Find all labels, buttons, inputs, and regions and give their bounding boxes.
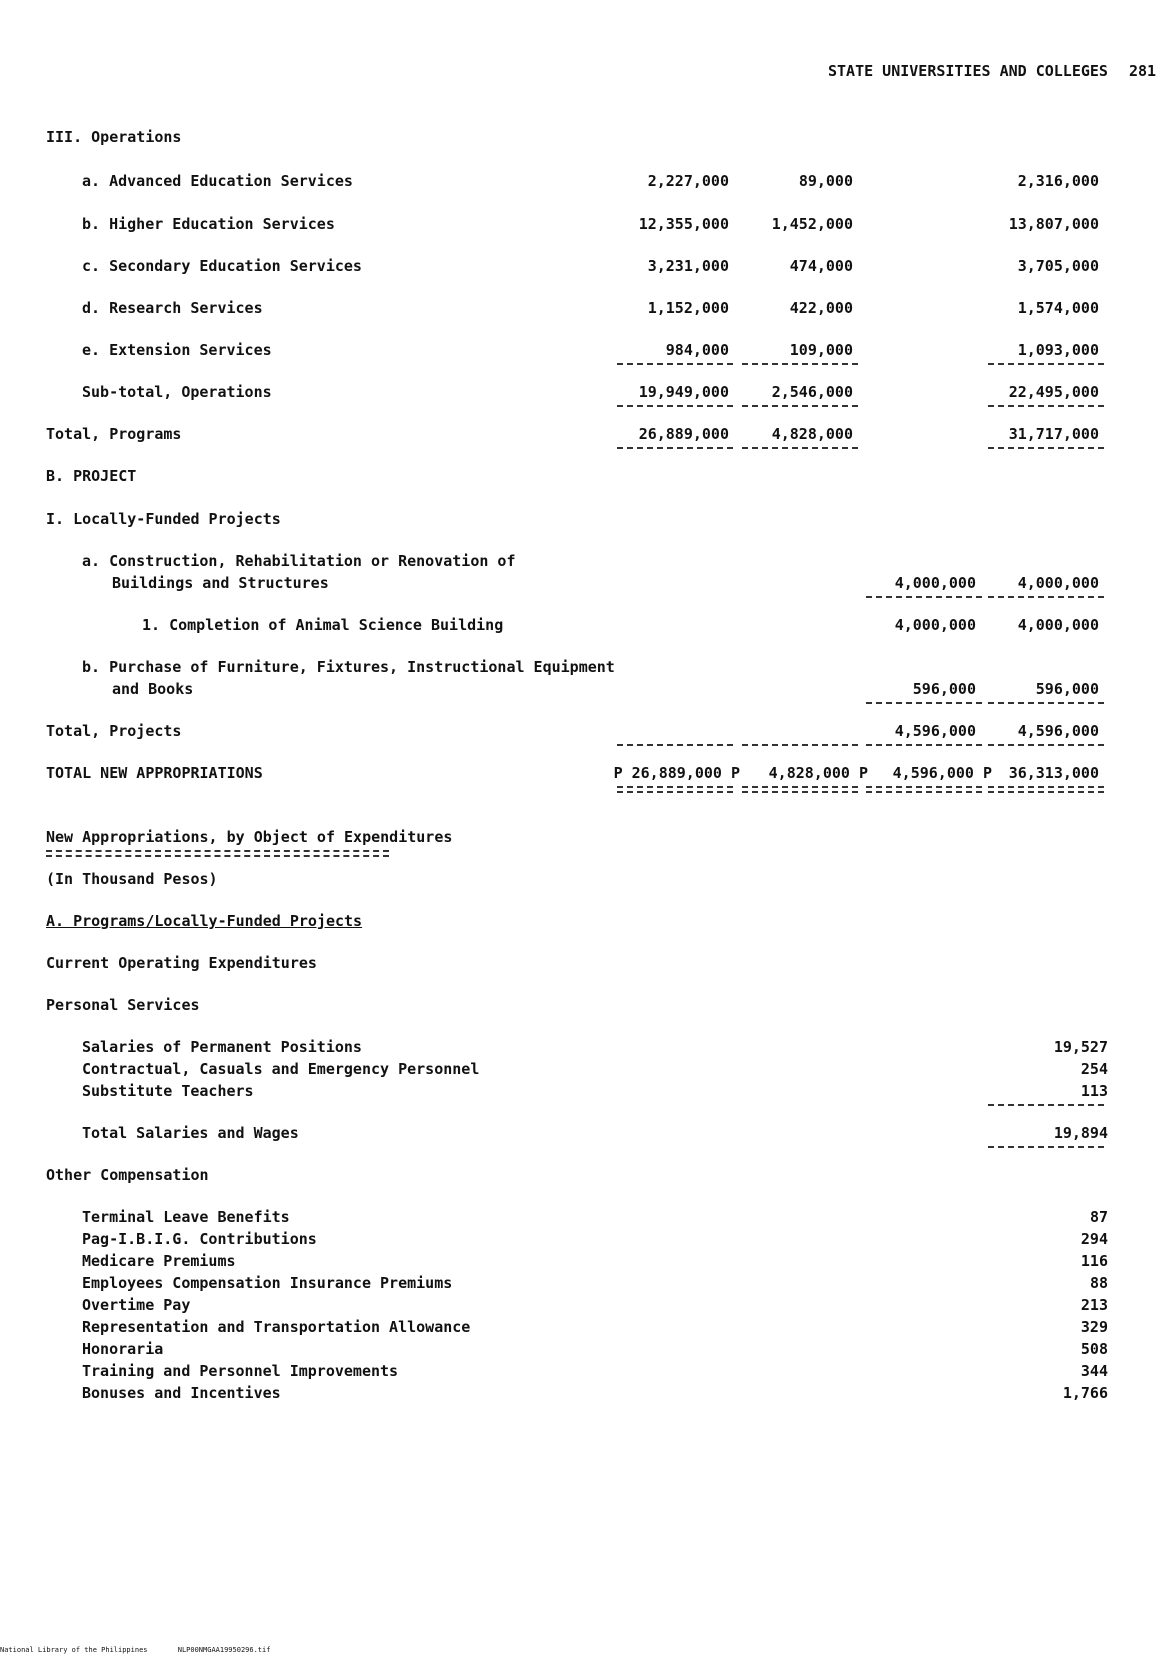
row-value: 19,527: [1053, 1038, 1108, 1056]
row-label: Total, Projects: [46, 722, 182, 740]
col2-value: 4,828,000: [771, 425, 853, 443]
row-label: Total Salaries and Wages: [82, 1124, 299, 1142]
rule-divider: [742, 447, 858, 449]
col4-value: 36,313,000: [1008, 764, 1099, 782]
row-value: 213: [1080, 1296, 1108, 1314]
col1-value: P 26,889,000 P: [613, 764, 740, 782]
row-label: d. Research Services: [82, 299, 263, 317]
rule-divider: [742, 363, 858, 365]
furniture-label: b. Purchase of Furniture, Fixtures, Instructional Equipment: [82, 658, 615, 676]
col4-value: 31,717,000: [1008, 425, 1099, 443]
rule-divider: [988, 447, 1104, 449]
col3-value: 4,000,000: [894, 574, 976, 592]
col1-value: 26,889,000: [638, 425, 729, 443]
row-value: 329: [1080, 1318, 1108, 1336]
col4-value: 4,000,000: [1017, 616, 1099, 634]
col2-value: 89,000: [798, 172, 853, 190]
rule-divider: [988, 405, 1104, 407]
running-header: [828, 62, 1156, 80]
footer-source: [0, 1646, 270, 1654]
locally-funded-heading: I. Locally-Funded Projects: [46, 510, 281, 528]
rule-divider: [866, 596, 982, 598]
page-number: 281: [1129, 62, 1157, 80]
rule-divider: [617, 405, 733, 407]
row-value: 113: [1080, 1082, 1108, 1100]
col2-value: 4,828,000 P: [768, 764, 868, 782]
col1-value: 1,152,000: [647, 299, 729, 317]
col4-value: 22,495,000: [1008, 383, 1099, 401]
rule-divider: [988, 1104, 1104, 1106]
col3-value: 596,000: [912, 680, 976, 698]
row-label: b. Higher Education Services: [82, 215, 335, 233]
row-label: Total, Programs: [46, 425, 182, 443]
double-rule: [742, 786, 858, 793]
operations-heading: III. Operations: [46, 128, 182, 146]
row-label: Substitute Teachers: [82, 1082, 254, 1100]
header-title: STATE UNIVERSITIES AND COLLEGES: [828, 62, 1108, 80]
footer-library: National Library of the Philippines: [0, 1646, 148, 1654]
row-label: Employees Compensation Insurance Premiums: [82, 1274, 453, 1292]
row-label: TOTAL NEW APPROPRIATIONS: [46, 764, 263, 782]
row-label: Pag-I.B.I.G. Contributions: [82, 1230, 317, 1248]
col4-value: 13,807,000: [1008, 215, 1099, 233]
rule-divider: [988, 702, 1104, 704]
current-operating-heading: Current Operating Expenditures: [46, 954, 317, 972]
row-label: a. Advanced Education Services: [82, 172, 353, 190]
row-value: 87: [1089, 1208, 1108, 1226]
row-value: 294: [1080, 1230, 1108, 1248]
col1-value: 12,355,000: [638, 215, 729, 233]
row-label: Medicare Premiums: [82, 1252, 236, 1270]
row-label: Training and Personnel Improvements: [82, 1362, 399, 1380]
row-label: Representation and Transportation Allowance: [82, 1318, 471, 1336]
row-label: e. Extension Services: [82, 341, 272, 359]
col2-value: 1,452,000: [771, 215, 853, 233]
row-value: 1,766: [1062, 1384, 1108, 1402]
col4-value: 3,705,000: [1017, 257, 1099, 275]
row-value: 88: [1089, 1274, 1108, 1292]
col1-value: 984,000: [665, 341, 729, 359]
col2-value: 474,000: [789, 257, 853, 275]
rule-divider: [617, 447, 733, 449]
rule-divider: [988, 363, 1104, 365]
rule-divider: [617, 744, 733, 746]
row-label: Overtime Pay: [82, 1296, 191, 1314]
col1-value: 3,231,000: [647, 257, 729, 275]
double-rule: [617, 786, 733, 793]
rule-divider: [866, 702, 982, 704]
rule-divider: [988, 596, 1104, 598]
col2-value: 422,000: [789, 299, 853, 317]
rule-divider: [742, 744, 858, 746]
col2-value: 2,546,000: [771, 383, 853, 401]
double-rule: [988, 786, 1104, 793]
units-note: (In Thousand Pesos): [46, 870, 218, 888]
furniture-label-cont: and Books: [112, 680, 194, 698]
row-value: 254: [1080, 1060, 1108, 1078]
col3-value: 4,596,000: [894, 722, 976, 740]
row-value: 116: [1080, 1252, 1108, 1270]
col4-value: 1,093,000: [1017, 341, 1099, 359]
construction-label-cont: Buildings and Structures: [112, 574, 329, 592]
rule-divider: [988, 1146, 1104, 1148]
col1-value: 2,227,000: [647, 172, 729, 190]
col3-value: 4,000,000: [894, 616, 976, 634]
personal-services-heading: Personal Services: [46, 996, 200, 1014]
col4-value: 2,316,000: [1017, 172, 1099, 190]
row-label: Contractual, Casuals and Emergency Personnel: [82, 1060, 480, 1078]
col3-value: 4,596,000 P: [892, 764, 992, 782]
row-label: Terminal Leave Benefits: [82, 1208, 290, 1226]
col1-value: 19,949,000: [638, 383, 729, 401]
row-value: 344: [1080, 1362, 1108, 1380]
object-section-title: New Appropriations, by Object of Expenditures: [46, 828, 453, 846]
row-value: 19,894: [1053, 1124, 1108, 1142]
rule-divider: [742, 405, 858, 407]
footer-filename: NLP00NMGAA19950296.tif: [177, 1646, 271, 1654]
col4-value: 1,574,000: [1017, 299, 1099, 317]
col2-value: 109,000: [789, 341, 853, 359]
row-label: Honoraria: [82, 1340, 164, 1358]
row-label: Sub-total, Operations: [82, 383, 272, 401]
col4-value: 4,000,000: [1017, 574, 1099, 592]
other-compensation-heading: Other Compensation: [46, 1166, 209, 1184]
row-label: Bonuses and Incentives: [82, 1384, 281, 1402]
rule-divider: [866, 744, 982, 746]
row-label: Salaries of Permanent Positions: [82, 1038, 362, 1056]
programs-subheading: A. Programs/Locally-Funded Projects: [46, 912, 363, 930]
col4-value: 596,000: [1035, 680, 1099, 698]
animal-science-label: 1. Completion of Animal Science Building: [142, 616, 504, 634]
row-value: 508: [1080, 1340, 1108, 1358]
rule-divider: [988, 744, 1104, 746]
double-rule: [866, 786, 982, 793]
double-rule: [46, 850, 389, 857]
construction-label: a. Construction, Rehabilitation or Renovation of: [82, 552, 516, 570]
project-heading: B. PROJECT: [46, 467, 137, 485]
row-label: c. Secondary Education Services: [82, 257, 362, 275]
rule-divider: [617, 363, 733, 365]
col4-value: 4,596,000: [1017, 722, 1099, 740]
